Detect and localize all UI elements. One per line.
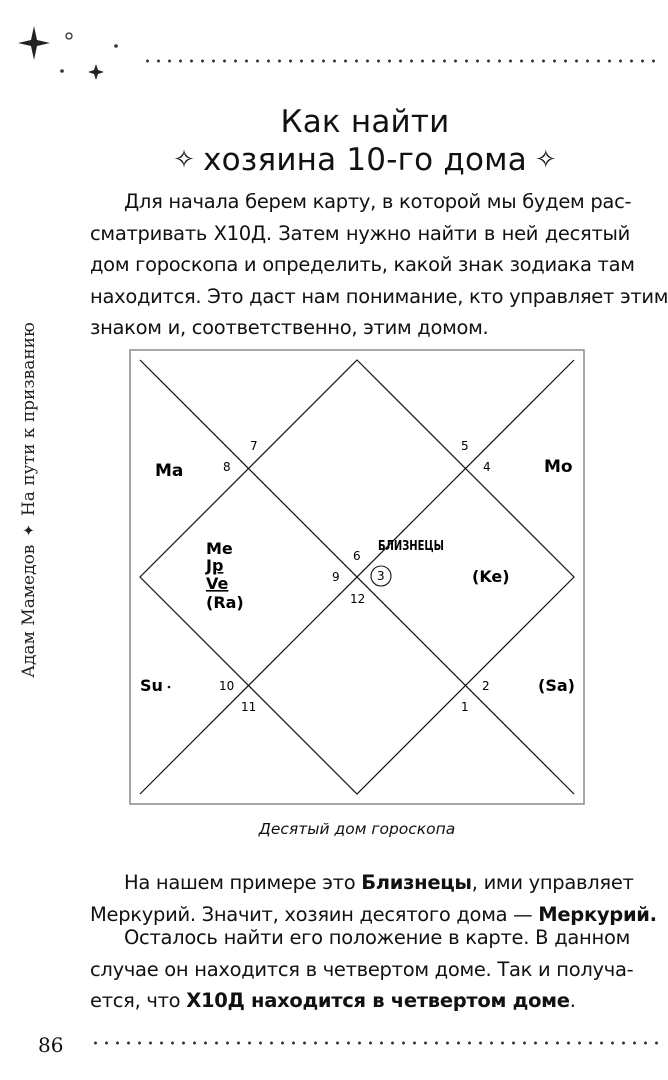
star-icon: ✦ bbox=[20, 524, 38, 537]
book-title: На пути к призванию bbox=[19, 322, 39, 517]
text-run-bold: Меркурий. bbox=[538, 902, 657, 926]
page-title-text: хозяина 10-го дома bbox=[203, 142, 527, 178]
house-number-12: 12 bbox=[350, 592, 366, 606]
planet-sun: Su bbox=[140, 676, 163, 695]
paragraph-ruler bbox=[90, 867, 657, 930]
text-line: сматривать Х10Д. Затем нужно найти в ней десятый bbox=[90, 221, 630, 245]
text-line bbox=[90, 985, 630, 1017]
house-number-3: 3 bbox=[377, 569, 385, 583]
text-line: знаком и, соответственно, этим домом. bbox=[90, 316, 489, 339]
planet-rahu: (Ra) bbox=[206, 593, 244, 612]
text-line: Для начала берем карту, в которой мы будем рас- bbox=[124, 190, 632, 213]
planet-saturn: (Sa) bbox=[538, 676, 575, 695]
planet-mars: Ma bbox=[155, 461, 184, 481]
bottom-dotted-rule bbox=[90, 1040, 665, 1046]
house-number-11: 11 bbox=[241, 700, 257, 714]
house-number-5: 5 bbox=[461, 439, 469, 453]
chart-caption: Десятый дом гороскопа bbox=[258, 820, 456, 838]
house-number-6: 6 bbox=[353, 549, 361, 563]
page-title-line1: Как найти bbox=[280, 104, 450, 140]
text-run: . bbox=[569, 989, 576, 1012]
planet-mercury: Me bbox=[206, 539, 233, 558]
running-header bbox=[19, 322, 39, 678]
text-line bbox=[90, 867, 634, 899]
planet-ketu: (Ke) bbox=[472, 567, 510, 586]
text-line: случае он находится в четвертом доме. Так и получа- bbox=[90, 957, 634, 981]
house-number-10: 10 bbox=[219, 679, 235, 693]
top-dotted-rule bbox=[142, 58, 662, 64]
planet-moon: Mo bbox=[544, 457, 573, 477]
chart-diagram bbox=[128, 348, 586, 806]
planet-jupiter: Jp bbox=[206, 556, 224, 575]
house-number-1: 1 bbox=[461, 700, 469, 714]
diamond-icon: ✧ bbox=[534, 145, 557, 175]
text-run: Меркурий. Значит, хозяин десятого дома — bbox=[90, 902, 539, 926]
page-number: 86 bbox=[38, 1033, 64, 1057]
text-run: , ими управляет bbox=[471, 871, 634, 894]
text-run: ется, что bbox=[90, 989, 187, 1012]
page-title-line2 bbox=[140, 142, 590, 178]
house-number-4: 4 bbox=[483, 460, 491, 474]
text-line: дом гороскопа и определить, какой знак зодиака там bbox=[90, 253, 635, 276]
text-line: находится. Это даст нам понимание, кто управляет этим bbox=[90, 284, 668, 308]
sign-label: БЛИЗНЕЦЫ bbox=[378, 539, 444, 554]
sparkle-decoration bbox=[0, 0, 140, 90]
text-run-bold: Х10Д находится в четвертом доме bbox=[186, 989, 570, 1012]
house-number-9: 9 bbox=[332, 570, 340, 584]
intro-paragraph bbox=[90, 186, 668, 344]
horoscope-chart bbox=[128, 348, 586, 806]
house-number-7: 7 bbox=[250, 439, 258, 453]
house-number-2: 2 bbox=[482, 679, 490, 693]
planet-venus: Ve bbox=[206, 574, 229, 593]
sun-dot bbox=[168, 686, 171, 689]
text-run-bold: Близнецы bbox=[361, 871, 472, 894]
diamond-icon: ✧ bbox=[173, 145, 196, 175]
author-name: Адам Мамедов bbox=[19, 544, 39, 678]
text-line: Осталось найти его положение в карте. В данном bbox=[124, 926, 630, 949]
paragraph-position bbox=[90, 922, 634, 1017]
house-number-8: 8 bbox=[223, 460, 231, 474]
text-run: На нашем примере это bbox=[124, 871, 362, 894]
